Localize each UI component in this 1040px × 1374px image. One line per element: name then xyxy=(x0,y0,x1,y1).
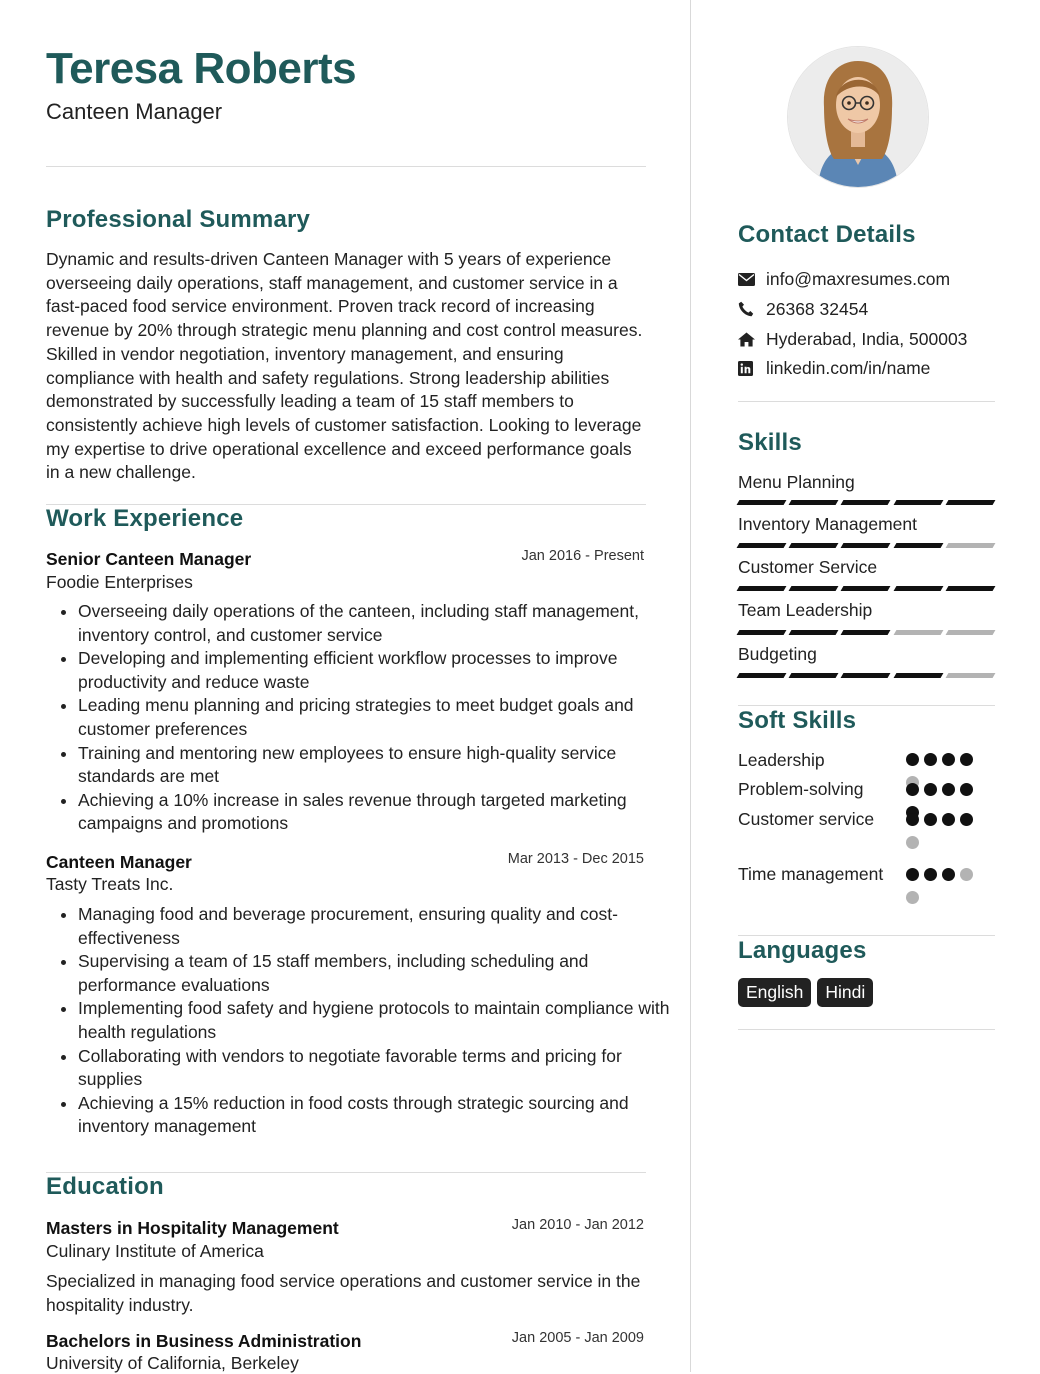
education-heading: Education xyxy=(46,1173,164,1200)
candidate-name: Teresa Roberts xyxy=(46,44,357,93)
education-description: Specialized in managing food service operations and customer service in the hospitality industry. xyxy=(46,1271,641,1315)
skill-bar-segment xyxy=(841,630,891,635)
skill-bar-segment xyxy=(789,586,839,591)
skill-bar-segment xyxy=(737,586,787,591)
rating-dot xyxy=(906,753,919,766)
skills-heading: Skills xyxy=(738,429,802,456)
skill-bar xyxy=(738,586,994,591)
education-date: Jan 2010 - Jan 2012 xyxy=(511,1217,644,1233)
skill-bar-segment xyxy=(737,630,787,635)
job-bullet: • Achieving a 15% reduction in food costs through strategic sourcing and inventory management xyxy=(78,1092,678,1139)
job-bullets xyxy=(46,600,678,836)
skill-name: Inventory Management xyxy=(738,514,917,534)
rating-dot xyxy=(924,813,937,826)
job-bullet: • Developing and implementing efficient workflow processes to improve productivity and reduce waste xyxy=(78,647,678,694)
skill-bar xyxy=(738,673,994,678)
skill-bar-segment xyxy=(841,543,891,548)
skill-name: Budgeting xyxy=(738,644,817,664)
skill-bar-segment xyxy=(737,543,787,548)
rating-dot xyxy=(960,868,973,881)
skill-bar-segment xyxy=(945,586,995,591)
soft-skill-name: Customer service xyxy=(738,809,875,829)
profile-photo xyxy=(787,46,929,188)
contact-phone[interactable] xyxy=(738,296,868,322)
rating-dot xyxy=(942,868,955,881)
job-company: Foodie Enterprises xyxy=(46,572,193,592)
profile-photo-illustration xyxy=(788,47,928,187)
contact-divider xyxy=(738,401,995,402)
skill-bar-segment xyxy=(841,586,891,591)
rating-dot xyxy=(960,753,973,766)
language-badge: Hindi xyxy=(817,978,873,1007)
skill-bar-segment xyxy=(789,673,839,678)
skill-bar-segment xyxy=(945,500,995,505)
skill-bar-segment xyxy=(945,543,995,548)
job-title: Canteen Manager xyxy=(46,852,192,872)
rating-dot xyxy=(906,891,919,904)
skills-divider xyxy=(738,705,995,706)
skill-bar-segment xyxy=(737,500,787,505)
language-badge: English xyxy=(738,978,811,1007)
rating-dot xyxy=(924,868,937,881)
skill-bar-segment xyxy=(893,673,943,678)
job-date: Jan 2016 - Present xyxy=(521,548,644,564)
job-company: Tasty Treats Inc. xyxy=(46,874,174,894)
contact-email-text: info@maxresumes.com xyxy=(766,268,951,289)
job-date: Mar 2013 - Dec 2015 xyxy=(507,851,644,867)
summary-text: Dynamic and results-driven Canteen Manager with 5 years of experience overseeing daily operations, staff management, and customer service in a fast-paced food service environment. Proven track record of increasing revenue by 20% through strategic menu planning and cost control measures. Skilled in vendor negotiation, inventory management, and ensuring compliance with health and safety regulations. Strong leadership abilities demonstrated by successfully leading a team of 15 staff members to consistently achieve high levels of customer satisfaction. Looking to leverage my expertise to drive operational excellence and exceed performance goals in a new challenge. xyxy=(46,249,643,483)
job-bullet: • Collaborating with vendors to negotiate favorable terms and pricing for supplies xyxy=(78,1045,678,1092)
skill-bar-segment xyxy=(841,673,891,678)
job-bullets xyxy=(46,903,678,1139)
work-heading: Work Experience xyxy=(46,505,244,532)
soft-skill-rating xyxy=(906,868,976,904)
rating-dot xyxy=(942,783,955,796)
education-school: University of California, Berkeley xyxy=(46,1353,299,1373)
rating-dot xyxy=(906,783,919,796)
rating-dot xyxy=(942,753,955,766)
skill-bar-segment xyxy=(893,630,943,635)
skill-bar xyxy=(738,630,994,635)
languages-heading: Languages xyxy=(738,937,867,964)
rating-dot xyxy=(960,813,973,826)
soft-skill-name: Leadership xyxy=(738,750,825,770)
skill-bar-segment xyxy=(893,500,943,505)
contact-heading: Contact Details xyxy=(738,221,916,248)
rating-dot xyxy=(960,783,973,796)
column-divider xyxy=(690,0,691,1372)
skill-bar-segment xyxy=(893,543,943,548)
rating-dot xyxy=(906,813,919,826)
contact-address-text: Hyderabad, India, 500003 xyxy=(766,328,968,349)
job-bullet: • Managing food and beverage procurement, ensuring quality and cost-effectiveness xyxy=(78,903,678,950)
rating-dot xyxy=(942,813,955,826)
rating-dot xyxy=(924,783,937,796)
skill-bar-segment xyxy=(945,673,995,678)
skill-bar-segment xyxy=(789,630,839,635)
soft-skills-divider xyxy=(738,935,995,936)
skill-bar-segment xyxy=(841,500,891,505)
skill-bar xyxy=(738,543,994,548)
education-date: Jan 2005 - Jan 2009 xyxy=(511,1330,644,1346)
education-degree: Bachelors in Business Administration xyxy=(46,1331,362,1351)
skill-bar-segment xyxy=(789,500,839,505)
header-divider xyxy=(46,166,646,167)
job-bullet: • Supervising a team of 15 staff members, including scheduling and performance evaluations xyxy=(78,950,678,997)
candidate-title: Canteen Manager xyxy=(46,99,223,124)
job-bullet: • Implementing food safety and hygiene protocols to maintain compliance with health regulations xyxy=(78,997,678,1044)
home-icon xyxy=(738,332,766,347)
contact-address xyxy=(738,326,967,352)
skill-name: Menu Planning xyxy=(738,472,855,492)
soft-skill-name: Time management xyxy=(738,864,884,884)
soft-skill-name: Problem-solving xyxy=(738,779,864,799)
job-bullet: • Achieving a 10% increase in sales revenue through targeted marketing campaigns and promotions xyxy=(78,789,678,836)
contact-linkedin[interactable] xyxy=(738,355,930,381)
skill-bar-segment xyxy=(945,630,995,635)
summary-heading: Professional Summary xyxy=(46,206,311,233)
contact-email[interactable] xyxy=(738,266,950,292)
envelope-icon xyxy=(738,273,766,286)
skill-bar xyxy=(738,500,994,505)
languages-divider xyxy=(738,1029,995,1030)
languages-list xyxy=(738,978,873,1007)
soft-skill-rating xyxy=(906,813,976,849)
rating-dot xyxy=(906,868,919,881)
job-bullet: • Leading menu planning and pricing strategies to meet budget goals and customer preferences xyxy=(78,694,678,741)
soft-skills-heading: Soft Skills xyxy=(738,707,857,734)
skill-bar-segment xyxy=(737,673,787,678)
skill-bar-segment xyxy=(789,543,839,548)
rating-dot xyxy=(906,836,919,849)
rating-dot xyxy=(924,753,937,766)
contact-phone-text: 26368 32454 xyxy=(766,298,869,319)
job-bullet: • Overseeing daily operations of the canteen, including staff management, inventory control, and customer service xyxy=(78,600,678,647)
job-bullet: • Training and mentoring new employees to ensure high-quality service standards are met xyxy=(78,742,678,789)
linkedin-icon xyxy=(738,361,766,376)
contact-linkedin-text: linkedin.com/in/name xyxy=(766,357,931,378)
job-title: Senior Canteen Manager xyxy=(46,549,252,569)
skill-bar-segment xyxy=(893,586,943,591)
phone-icon xyxy=(738,301,766,317)
skill-name: Customer Service xyxy=(738,557,878,577)
education-degree: Masters in Hospitality Management xyxy=(46,1218,339,1238)
education-school: Culinary Institute of America xyxy=(46,1241,264,1261)
skill-name: Team Leadership xyxy=(738,600,873,620)
